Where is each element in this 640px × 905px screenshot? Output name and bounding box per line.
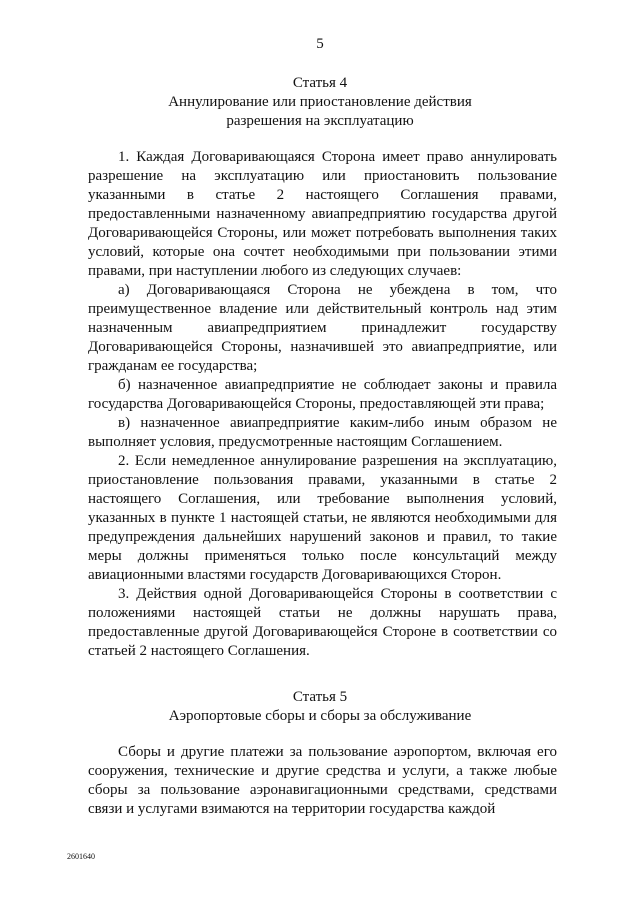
article5-title: Аэропортовые сборы и сборы за обслуживание [168,708,472,724]
article4-paragraph-1: 1. Каждая Договаривающаяся Сторона имеет право аннулировать разрешение на эксплуатацию или приостановить пользование указанными в статье 2 настоящего Соглашения правами, предоставленными назначенному авиапредприятию государства другой Договаривающейся Стороны, или может потребовать выполнения таких условий, которые она сочтет необходимыми при пользовании этими правами, при наступлении любого из следующих случаев: [88,149,557,279]
article4-title-line1: Аннулирование или приостановление действия [168,94,472,110]
article5-heading: Статья 5 [292,689,348,705]
article4-title-line2: разрешения на эксплуатацию [226,113,414,129]
article5-paragraph-1: Сборы и другие платежи за пользование аэропортом, включая его сооружения, технические и другие средства и услуги, а также любые сборы за пользование аэронавигационными средствами, средствами связи и услугами взимаются на территории государства каждой [88,744,557,817]
article4-paragraph-3: 3. Действия одной Договаривающейся Стороны в соответствии с положениями настоящей статьи не должны нарушать права, предоставленные другой Договаривающейся Стороне в соответствии со статьей 2 настоящего Соглашения. [88,586,557,659]
article4-body [88,148,557,661]
article4-subitem-c: в) назначенное авиапредприятие каким-либо иным образом не выполняет условия, предусмотренные настоящим Соглашением. [88,415,557,450]
page-number: 5 [316,36,324,52]
article5-body [88,743,557,819]
article4-heading: Статья 4 [292,75,348,91]
article4-subitem-b: б) назначенное авиапредприятие не соблюдает законы и правила государства Договаривающейся Стороны, предоставляющей эти права; [88,377,557,412]
document-code: 2601640 [67,852,95,861]
article4-subitem-a: а) Договаривающаяся Сторона не убеждена в том, что преимущественное владение или действительный контроль над этим назначенным авиапредприятием принадлежит государству Договаривающейся Стороны, назначившей это авиапредприятие, или гражданам ее государства; [88,282,557,374]
article4-paragraph-2: 2. Если немедленное аннулирование разрешения на эксплуатацию, приостановление пользования правами, указанными в статье 2 настоящего Соглашения, или требование выполнения условий, указанных в пункте 1 настоящей статьи, не являются необходимыми для предупреждения дальнейших нарушений законов и правил, то такие меры должны применяться только после консультаций между авиационными властями государств Договаривающихся Сторон. [88,453,557,583]
